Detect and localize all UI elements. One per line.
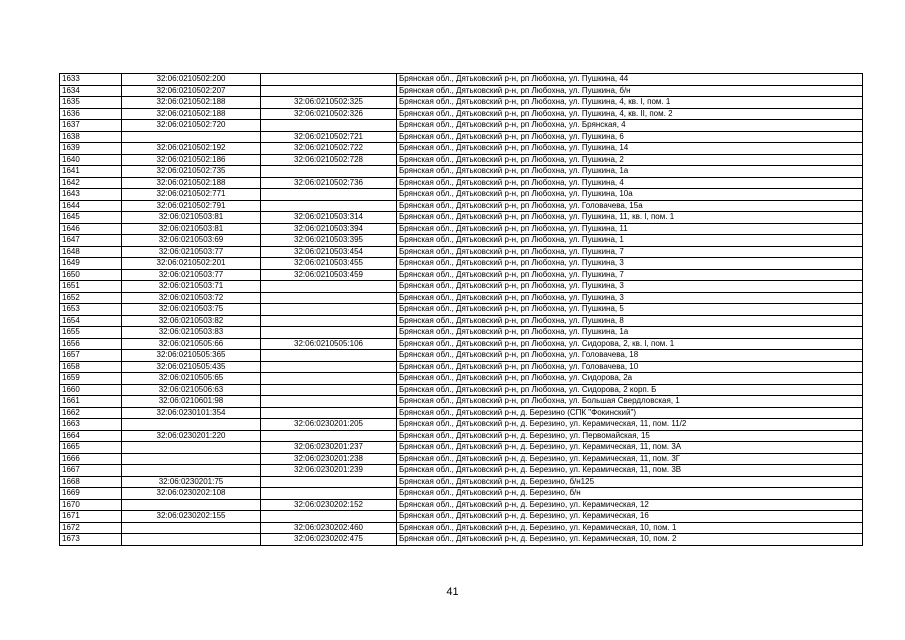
address-cell: Брянская обл., Дятьковский р-н, д. Березино, ул. Керамическая, 10, пом. 1 <box>397 522 863 534</box>
cadastral-number-cell <box>122 131 261 143</box>
premises-cadastral-number-cell: 32:06:0210502:721 <box>261 131 397 143</box>
address-cell: Брянская обл., Дятьковский р-н, рп Любохна, ул. Пушкина, 4, кв. II, пом. 2 <box>397 108 863 120</box>
table-row <box>60 108 863 120</box>
row-number-cell: 1661 <box>60 396 122 408</box>
premises-cadastral-number-cell <box>261 407 397 419</box>
row-number-cell: 1645 <box>60 212 122 224</box>
row-number-cell: 1659 <box>60 373 122 385</box>
row-number-cell: 1662 <box>60 407 122 419</box>
address-cell: Брянская обл., Дятьковский р-н, рп Любохна, ул. Пушкина, 8 <box>397 315 863 327</box>
address-cell: Брянская обл., Дятьковский р-н, рп Любохна, ул. Головачева, 18 <box>397 350 863 362</box>
document-page <box>59 73 863 546</box>
premises-cadastral-number-cell: 32:06:0210502:325 <box>261 97 397 109</box>
cadastral-number-cell <box>122 522 261 534</box>
row-number-cell: 1668 <box>60 476 122 488</box>
premises-cadastral-number-cell <box>261 292 397 304</box>
row-number-cell: 1666 <box>60 453 122 465</box>
address-cell: Брянская обл., Дятьковский р-н, рп Любохна, ул. Сидорова, 2а <box>397 373 863 385</box>
row-number-cell: 1653 <box>60 304 122 316</box>
cadastral-table <box>59 73 863 546</box>
cadastral-number-cell: 32:06:0210502:720 <box>122 120 261 132</box>
table-row <box>60 281 863 293</box>
premises-cadastral-number-cell <box>261 166 397 178</box>
address-cell: Брянская обл., Дятьковский р-н, рп Любохна, ул. Головачева, 10 <box>397 361 863 373</box>
table-row <box>60 74 863 86</box>
premises-cadastral-number-cell <box>261 85 397 97</box>
address-cell: Брянская обл., Дятьковский р-н, рп Любохна, ул. Сидорова, 2, кв. I, пом. 1 <box>397 338 863 350</box>
table-row <box>60 384 863 396</box>
premises-cadastral-number-cell <box>261 511 397 523</box>
table-row <box>60 246 863 258</box>
address-cell: Брянская обл., Дятьковский р-н, рп Любохна, ул. Пушкина, б/н <box>397 85 863 97</box>
address-cell: Брянская обл., Дятьковский р-н, д. Березино, б/н125 <box>397 476 863 488</box>
row-number-cell: 1655 <box>60 327 122 339</box>
table-row <box>60 430 863 442</box>
table-row <box>60 534 863 546</box>
table-row <box>60 200 863 212</box>
table-row <box>60 361 863 373</box>
row-number-cell: 1643 <box>60 189 122 201</box>
table-row <box>60 143 863 155</box>
row-number-cell: 1665 <box>60 442 122 454</box>
row-number-cell: 1641 <box>60 166 122 178</box>
cadastral-number-cell: 32:06:0210506:63 <box>122 384 261 396</box>
table-row <box>60 442 863 454</box>
table-row <box>60 327 863 339</box>
cadastral-number-cell: 32:06:0210502:188 <box>122 108 261 120</box>
address-cell: Брянская обл., Дятьковский р-н, рп Любохна, ул. Пушкина, 6 <box>397 131 863 143</box>
cadastral-number-cell: 32:06:0210502:188 <box>122 177 261 189</box>
cadastral-number-cell <box>122 442 261 454</box>
cadastral-number-cell: 32:06:0210503:69 <box>122 235 261 247</box>
premises-cadastral-number-cell: 32:06:0210503:395 <box>261 235 397 247</box>
address-cell: Брянская обл., Дятьковский р-н, д. Березино, б/н <box>397 488 863 500</box>
table-row <box>60 315 863 327</box>
table-body <box>60 74 863 546</box>
cadastral-number-cell: 32:06:0210502:188 <box>122 97 261 109</box>
page-number: 41 <box>446 586 459 598</box>
premises-cadastral-number-cell <box>261 120 397 132</box>
cadastral-number-cell: 32:06:0210503:72 <box>122 292 261 304</box>
row-number-cell: 1671 <box>60 511 122 523</box>
cadastral-number-cell: 32:06:0210502:200 <box>122 74 261 86</box>
cadastral-number-cell: 32:06:0210505:365 <box>122 350 261 362</box>
row-number-cell: 1648 <box>60 246 122 258</box>
table-row <box>60 499 863 511</box>
row-number-cell: 1669 <box>60 488 122 500</box>
address-cell: Брянская обл., Дятьковский р-н, д. Березино, ул. Керамическая, 11, пом. 3А <box>397 442 863 454</box>
address-cell: Брянская обл., Дятьковский р-н, рп Любохна, ул. Сидорова, 2 корп. Б <box>397 384 863 396</box>
table-row <box>60 97 863 109</box>
cadastral-number-cell: 32:06:0210503:81 <box>122 223 261 235</box>
row-number-cell: 1654 <box>60 315 122 327</box>
cadastral-number-cell: 32:06:0210502:207 <box>122 85 261 97</box>
row-number-cell: 1651 <box>60 281 122 293</box>
cadastral-number-cell: 32:06:0210502:791 <box>122 200 261 212</box>
table-row <box>60 131 863 143</box>
address-cell: Брянская обл., Дятьковский р-н, рп Любохна, ул. Пушкина, 14 <box>397 143 863 155</box>
cadastral-number-cell <box>122 419 261 431</box>
address-cell: Брянская обл., Дятьковский р-н, рп Любохна, ул. Пушкина, 7 <box>397 246 863 258</box>
premises-cadastral-number-cell: 32:06:0210503:454 <box>261 246 397 258</box>
row-number-cell: 1649 <box>60 258 122 270</box>
premises-cadastral-number-cell: 32:06:0230201:239 <box>261 465 397 477</box>
row-number-cell: 1658 <box>60 361 122 373</box>
row-number-cell: 1642 <box>60 177 122 189</box>
row-number-cell: 1650 <box>60 269 122 281</box>
table-row <box>60 407 863 419</box>
table-row <box>60 235 863 247</box>
address-cell: Брянская обл., Дятьковский р-н, рп Любохна, ул. Брянская, 4 <box>397 120 863 132</box>
table-row <box>60 269 863 281</box>
premises-cadastral-number-cell: 32:06:0230201:238 <box>261 453 397 465</box>
premises-cadastral-number-cell <box>261 74 397 86</box>
cadastral-number-cell: 32:06:0210502:201 <box>122 258 261 270</box>
premises-cadastral-number-cell <box>261 488 397 500</box>
row-number-cell: 1647 <box>60 235 122 247</box>
row-number-cell: 1664 <box>60 430 122 442</box>
address-cell: Брянская обл., Дятьковский р-н, рп Любохна, ул. Пушкина, 11, кв. I, пом. 1 <box>397 212 863 224</box>
row-number-cell: 1657 <box>60 350 122 362</box>
table-row <box>60 166 863 178</box>
row-number-cell: 1672 <box>60 522 122 534</box>
table-row <box>60 177 863 189</box>
premises-cadastral-number-cell <box>261 361 397 373</box>
cadastral-number-cell <box>122 465 261 477</box>
address-cell: Брянская обл., Дятьковский р-н, рп Любохна, ул. Пушкина, 3 <box>397 292 863 304</box>
table-row <box>60 522 863 534</box>
premises-cadastral-number-cell: 32:06:0210502:326 <box>261 108 397 120</box>
row-number-cell: 1673 <box>60 534 122 546</box>
table-row <box>60 453 863 465</box>
premises-cadastral-number-cell <box>261 327 397 339</box>
address-cell: Брянская обл., Дятьковский р-н, д. Березино (СПК "Фокинский") <box>397 407 863 419</box>
cadastral-number-cell: 32:06:0230201:75 <box>122 476 261 488</box>
premises-cadastral-number-cell <box>261 350 397 362</box>
address-cell: Брянская обл., Дятьковский р-н, рп Любохна, ул. Пушкина, 1а <box>397 327 863 339</box>
row-number-cell: 1638 <box>60 131 122 143</box>
cadastral-number-cell: 32:06:0210502:771 <box>122 189 261 201</box>
table-row <box>60 465 863 477</box>
row-number-cell: 1667 <box>60 465 122 477</box>
table-row <box>60 258 863 270</box>
cadastral-number-cell: 32:06:0210505:66 <box>122 338 261 350</box>
table-row <box>60 338 863 350</box>
address-cell: Брянская обл., Дятьковский р-н, рп Любохна, ул. Пушкина, 1 <box>397 235 863 247</box>
table-row <box>60 154 863 166</box>
table-row <box>60 120 863 132</box>
address-cell: Брянская обл., Дятьковский р-н, рп Любохна, ул. Пушкина, 3 <box>397 281 863 293</box>
cadastral-number-cell: 32:06:0210503:77 <box>122 269 261 281</box>
address-cell: Брянская обл., Дятьковский р-н, рп Любохна, ул. Пушкина, 3 <box>397 258 863 270</box>
cadastral-number-cell: 32:06:0230202:108 <box>122 488 261 500</box>
row-number-cell: 1663 <box>60 419 122 431</box>
cadastral-number-cell: 32:06:0210503:71 <box>122 281 261 293</box>
premises-cadastral-number-cell: 32:06:0230201:205 <box>261 419 397 431</box>
address-cell: Брянская обл., Дятьковский р-н, д. Березино, ул. Керамическая, 11, пом. 11/2 <box>397 419 863 431</box>
cadastral-number-cell <box>122 453 261 465</box>
address-cell: Брянская обл., Дятьковский р-н, д. Березино, ул. Керамическая, 10, пом. 2 <box>397 534 863 546</box>
row-number-cell: 1635 <box>60 97 122 109</box>
premises-cadastral-number-cell <box>261 430 397 442</box>
cadastral-number-cell: 32:06:0210505:435 <box>122 361 261 373</box>
row-number-cell: 1670 <box>60 499 122 511</box>
row-number-cell: 1660 <box>60 384 122 396</box>
cadastral-number-cell: 32:06:0210502:735 <box>122 166 261 178</box>
cadastral-number-cell: 32:06:0230201:220 <box>122 430 261 442</box>
table-row <box>60 223 863 235</box>
premises-cadastral-number-cell: 32:06:0230202:152 <box>261 499 397 511</box>
address-cell: Брянская обл., Дятьковский р-н, рп Любохна, ул. Пушкина, 4 <box>397 177 863 189</box>
row-number-cell: 1640 <box>60 154 122 166</box>
cadastral-number-cell: 32:06:0210505:65 <box>122 373 261 385</box>
address-cell: Брянская обл., Дятьковский р-н, рп Любохна, ул. Пушкина, 5 <box>397 304 863 316</box>
premises-cadastral-number-cell <box>261 304 397 316</box>
cadastral-number-cell: 32:06:0210503:77 <box>122 246 261 258</box>
table-row <box>60 212 863 224</box>
table-row <box>60 396 863 408</box>
address-cell: Брянская обл., Дятьковский р-н, рп Любохна, ул. Пушкина, 44 <box>397 74 863 86</box>
premises-cadastral-number-cell: 32:06:0230202:475 <box>261 534 397 546</box>
cadastral-number-cell: 32:06:0210503:75 <box>122 304 261 316</box>
premises-cadastral-number-cell: 32:06:0210503:394 <box>261 223 397 235</box>
premises-cadastral-number-cell: 32:06:0210502:736 <box>261 177 397 189</box>
cadastral-number-cell: 32:06:0230101:354 <box>122 407 261 419</box>
row-number-cell: 1633 <box>60 74 122 86</box>
premises-cadastral-number-cell: 32:06:0210505:106 <box>261 338 397 350</box>
address-cell: Брянская обл., Дятьковский р-н, рп Любохна, ул. Головачева, 15а <box>397 200 863 212</box>
table-row <box>60 304 863 316</box>
cadastral-number-cell: 32:06:0230202:155 <box>122 511 261 523</box>
premises-cadastral-number-cell <box>261 281 397 293</box>
address-cell: Брянская обл., Дятьковский р-н, рп Любохна, ул. Пушкина, 7 <box>397 269 863 281</box>
premises-cadastral-number-cell: 32:06:0210503:455 <box>261 258 397 270</box>
address-cell: Брянская обл., Дятьковский р-н, рп Любохна, ул. Пушкина, 1а <box>397 166 863 178</box>
row-number-cell: 1646 <box>60 223 122 235</box>
cadastral-number-cell: 32:06:0210503:82 <box>122 315 261 327</box>
premises-cadastral-number-cell <box>261 384 397 396</box>
cadastral-number-cell: 32:06:0210601:98 <box>122 396 261 408</box>
cadastral-number-cell <box>122 499 261 511</box>
premises-cadastral-number-cell <box>261 315 397 327</box>
address-cell: Брянская обл., Дятьковский р-н, рп Любохна, ул. Пушкина, 10а <box>397 189 863 201</box>
table-row <box>60 292 863 304</box>
premises-cadastral-number-cell <box>261 373 397 385</box>
cadastral-number-cell: 32:06:0210502:192 <box>122 143 261 155</box>
premises-cadastral-number-cell <box>261 396 397 408</box>
table-row <box>60 419 863 431</box>
row-number-cell: 1636 <box>60 108 122 120</box>
address-cell: Брянская обл., Дятьковский р-н, д. Березино, ул. Керамическая, 11, пом. 3Г <box>397 453 863 465</box>
cadastral-number-cell <box>122 534 261 546</box>
premises-cadastral-number-cell: 32:06:0210503:459 <box>261 269 397 281</box>
address-cell: Брянская обл., Дятьковский р-н, д. Березино, ул. Первомайская, 15 <box>397 430 863 442</box>
row-number-cell: 1639 <box>60 143 122 155</box>
address-cell: Брянская обл., Дятьковский р-н, д. Березино, ул. Керамическая, 12 <box>397 499 863 511</box>
address-cell: Брянская обл., Дятьковский р-н, рп Любохна, ул. Пушкина, 4, кв. I, пом. 1 <box>397 97 863 109</box>
address-cell: Брянская обл., Дятьковский р-н, рп Любохна, ул. Пушкина, 2 <box>397 154 863 166</box>
cadastral-number-cell: 32:06:0210503:83 <box>122 327 261 339</box>
address-cell: Брянская обл., Дятьковский р-н, рп Любохна, ул. Большая Свердловская, 1 <box>397 396 863 408</box>
premises-cadastral-number-cell: 32:06:0210503:314 <box>261 212 397 224</box>
premises-cadastral-number-cell: 32:06:0230201:237 <box>261 442 397 454</box>
premises-cadastral-number-cell <box>261 200 397 212</box>
premises-cadastral-number-cell: 32:06:0210502:728 <box>261 154 397 166</box>
table-row <box>60 350 863 362</box>
row-number-cell: 1634 <box>60 85 122 97</box>
table-row <box>60 511 863 523</box>
row-number-cell: 1637 <box>60 120 122 132</box>
premises-cadastral-number-cell: 32:06:0230202:460 <box>261 522 397 534</box>
table-row <box>60 85 863 97</box>
table-row <box>60 488 863 500</box>
premises-cadastral-number-cell <box>261 189 397 201</box>
address-cell: Брянская обл., Дятьковский р-н, рп Любохна, ул. Пушкина, 11 <box>397 223 863 235</box>
premises-cadastral-number-cell <box>261 476 397 488</box>
cadastral-number-cell: 32:06:0210502:186 <box>122 154 261 166</box>
table-row <box>60 189 863 201</box>
cadastral-number-cell: 32:06:0210503:81 <box>122 212 261 224</box>
address-cell: Брянская обл., Дятьковский р-н, д. Березино, ул. Керамическая, 11, пом. 3В <box>397 465 863 477</box>
table-row <box>60 373 863 385</box>
table-row <box>60 476 863 488</box>
address-cell: Брянская обл., Дятьковский р-н, д. Березино, ул. Керамическая, 16 <box>397 511 863 523</box>
premises-cadastral-number-cell: 32:06:0210502:722 <box>261 143 397 155</box>
row-number-cell: 1652 <box>60 292 122 304</box>
row-number-cell: 1656 <box>60 338 122 350</box>
row-number-cell: 1644 <box>60 200 122 212</box>
